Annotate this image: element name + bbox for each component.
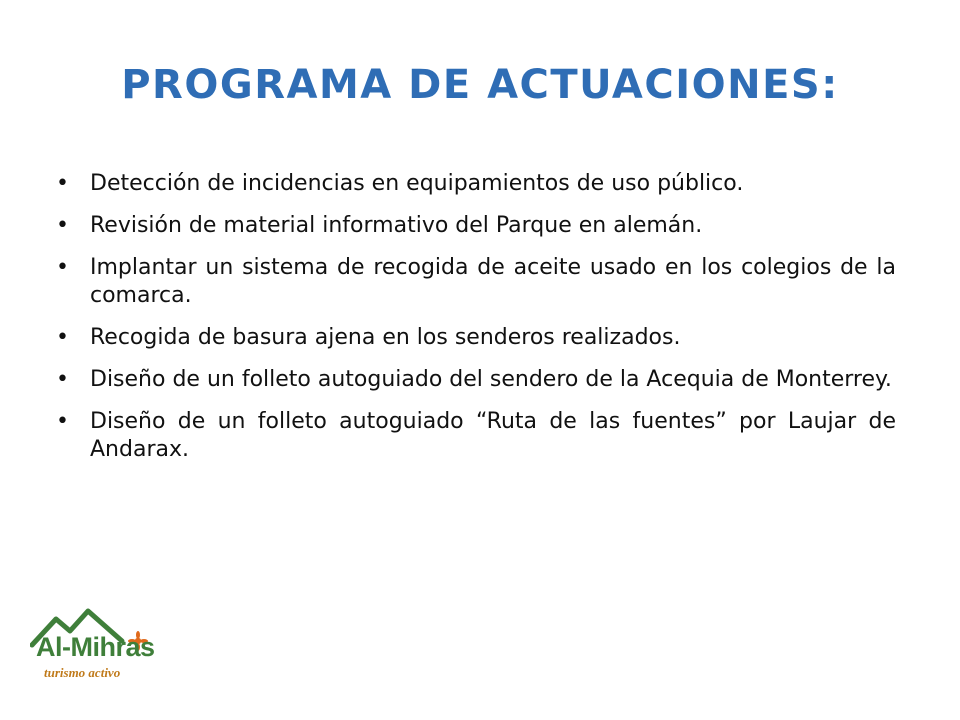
bullet-item (56, 254, 896, 310)
bullet-dot-icon: • (56, 171, 69, 196)
bullet-item (56, 170, 896, 198)
bullet-dot-icon: • (56, 255, 69, 280)
logo-tagline: turismo activo (44, 665, 121, 680)
bullet-text: Diseño de un folleto autoguiado del sendero de la Acequia de Monterrey. (90, 367, 892, 392)
bullet-dot-icon: • (56, 213, 69, 238)
bullet-item (56, 212, 896, 240)
bullet-dot-icon: • (56, 367, 69, 392)
al-mihras-logo (30, 605, 170, 690)
bullet-item (56, 408, 896, 464)
logo-wordmark: Al-Mihras (36, 632, 155, 662)
bullet-item (56, 366, 896, 394)
slide-title: PROGRAMA DE ACTUACIONES: (121, 62, 839, 108)
bullet-text: Diseño de un folleto autoguiado “Ruta de las fuentes” por Laujar de Andarax. (90, 409, 896, 462)
bullet-text: Revisión de material informativo del Parque en alemán. (90, 213, 703, 238)
bullet-text: Implantar un sistema de recogida de aceite usado en los colegios de la comarca. (90, 255, 896, 308)
bullet-item (56, 324, 896, 352)
bullet-text: Detección de incidencias en equipamientos de uso público. (90, 171, 744, 196)
bullet-text: Recogida de basura ajena en los senderos realizados. (90, 325, 681, 350)
bullet-list (56, 170, 896, 478)
bullet-dot-icon: • (56, 409, 69, 434)
bullet-dot-icon: • (56, 325, 69, 350)
